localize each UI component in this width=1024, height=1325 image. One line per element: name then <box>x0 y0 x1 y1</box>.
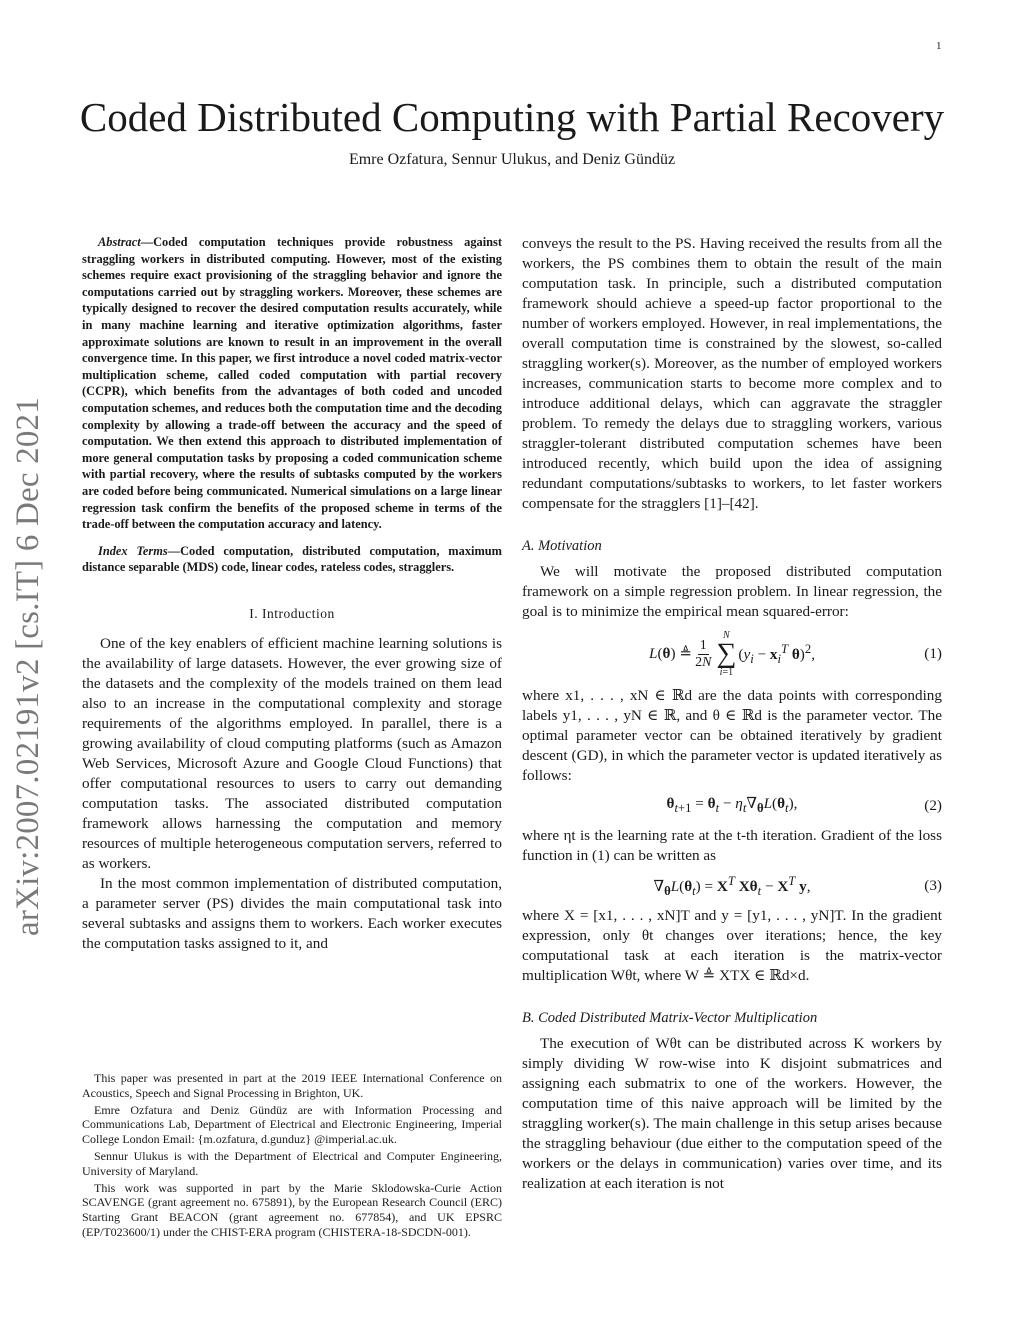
section-heading-introduction: I. Introduction <box>249 605 335 621</box>
footnotes <box>82 1071 502 1242</box>
paper-authors: Emre Ozfatura, Sennur Ulukus, and Deniz Gündüz <box>348 151 676 168</box>
motivation-paragraph-2: where x1, . . . , xN ∈ ℝd are the data points with corresponding labels y1, . . . , yN ∈ ℝ, and θ ∈ ℝd is the parameter vector. The optimal parameter vector can be obtained iteratively by gradient descent (GD), in which the parameter vector is updated iteratively as follows: <box>522 687 942 784</box>
page-number: 1 <box>936 40 942 52</box>
abstract <box>82 234 502 533</box>
equation-2-number: (2) <box>924 797 942 814</box>
footnote-3: Sennur Ulukus is with the Department of Electrical and Computer Engineering, University of Maryland. <box>82 1148 502 1178</box>
intro-paragraph-3: conveys the result to the PS. Having received the results from all the workers, the PS combines them to obtain the result of the main computation task. In principle, such a distributed computation framework should achieve a speed-up factor proportional to the number of workers employed. However, in real implementations, the overall computation time is constrained by the slowest, so-called straggling worker(s). Moreover, as the number of employed workers increases, communication starts to become more complex and to introduce additional delays, which can aggravate the straggler problem. To remedy the delays due to straggling workers, various straggler-tolerant distributed computation schemes have been introduced recently, which build upon the idea of assigning redundant computations/subtasks to workers, to let faster workers compensate for the stragglers [1]–[42]. <box>522 235 942 512</box>
footnote-4: This work was supported in part by the Marie Sklodowska-Curie Action SCAVENGE (grant agreement no. 675891), by the European Research Council (ERC) Starting Grant BEACON (grant agreement no. 677854), and UK EPSRC (EP/T023600/1) under the CHIST-ERA program (CHISTERA-18-SDCDN-001). <box>82 1180 502 1239</box>
index-terms-label: Index Terms <box>98 543 168 558</box>
arxiv-identifier: arXiv:2007.02191v2 [cs.IT] 6 Dec 2021 <box>10 397 46 936</box>
intro-paragraph-1: One of the key enablers of efficient machine learning solutions is the availability of large datasets. However, the ever growing size of the datasets and the complexity of the models trained on them lead also to an increase in the computational complexity and storage requirements of the algorithms employed. In parallel, there is a growing availability of cloud computing platforms (such as Amazon Web Services, Microsoft Azure and Google Cloud Functions) that offer computational resources to users to carry out demanding computation tasks. The associated distributed computation framework allows harnessing the computation and memory resources of multiple heterogeneous computation servers, referred to as workers. <box>82 634 502 872</box>
equation-3: $\nabla_\theta L(\theta_t) = X^T$ $X\theta_t - X^T$ y, (3) <box>653 873 942 899</box>
right-column <box>522 234 942 1194</box>
subsection-heading-motivation: A. Motivation <box>522 538 602 554</box>
index-terms-text: —Coded computation, distributed computation, maximum distance separable (MDS) code, linear codes, rateless codes, stragglers. <box>82 543 502 575</box>
equation-2: $\theta_{t+1} = \theta_t - \eta_t\nabla_\theta L(\theta_t)$, (2) <box>666 794 942 816</box>
coded-mv-paragraph-1: The execution of Wθt can be distributed across K workers by simply dividing W row-wise into K disjoint submatrices and assigning each submatrix to one of the workers. However, the computation time of this naive approach will be limited by the straggling worker(s). The main challenge in this setup arises because the straggling behaviour (due either to the computation speed of the workers or the delays in communication) varies over time, and its realization at each iteration is not <box>522 1035 942 1192</box>
motivation-paragraph-4: where X = [x1, . . . , xN]T and y = [y1, . . . , yN]T. In the gradient expression, only θt changes over iterations; hence, the key computational task at each iteration is the matrix-vector multiplication Wθt, where W ≜ XTX ∈ ℝd×d. <box>522 907 942 984</box>
subsection-heading-coded-matrix-vector: B. Coded Distributed Matrix-Vector Multiplication <box>522 1010 818 1026</box>
footnote-1: This paper was presented in part at the 2019 IEEE International Conference on Acoustics, Speech and Signal Processing in Brighton, UK. <box>82 1071 502 1100</box>
abstract-label: Abstract <box>98 235 141 249</box>
footnote-2: Emre Ozfatura and Deniz Gündüz are with Information Processing and Communications Lab, Department of Electrical and Electronic Engineering, Imperial College London Email: {m.ozfatura, d.gunduz} @imperial.ac.uk. <box>82 1102 502 1147</box>
motivation-paragraph-1: We will motivate the proposed distributed computation framework on a simple regression problem. In linear regression, the goal is to minimize the empirical mean squared-error: <box>522 563 942 620</box>
equation-3-number: (3) <box>924 877 942 894</box>
motivation-paragraph-3: where ηt is the learning rate at the t-th iteration. Gradient of the loss function in (1) can be written as <box>522 827 942 864</box>
paper-title: Coded Distributed Computing with Partial Recovery <box>79 94 945 140</box>
abstract-text: —Coded computation techniques provide robustness against straggling workers in distributed computing. However, most of the existing schemes require exact provisioning of the straggling behavior and ignore the computations carried out by straggling workers. Moreover, these schemes are typically designed to recover the desired computation results accurately, while in many machine learning and iterative optimization algorithms, faster approximate solutions are known to result in an improvement in the overall convergence time. In this paper, we first introduce a novel coded matrix-vector multiplication scheme, called coded computation with partial recovery (CCPR), which benefits from the advantages of both coded and uncoded computation schemes, and reduces both the computation time and the decoding complexity by allowing a trade-off between the accuracy and the speed of computation. We then extend this approach to distributed implementation of more general computation tasks by proposing a coded communication scheme with partial recovery, where the results of subtasks computed by the workers are coded before being communicated. Numerical simulations on a large linear regression task confirm the benefits of the proposed scheme in terms of the trade-off between the computation accuracy and latency. <box>82 235 502 532</box>
left-column <box>82 234 502 954</box>
intro-paragraph-2: In the most common implementation of distributed computation, a parameter server (PS) divides the main computational task into several subtasks and assigns them to workers. Each worker executes the computation tasks assigned to it, and <box>82 874 502 952</box>
index-terms <box>82 543 502 576</box>
equation-1: L(θ) ≜ $\frac{1}{2N}$ N ∑ i=1 ($y_i - x_i^T$ θ)$^2$, (1) <box>649 630 942 678</box>
equation-1-number: (1) <box>924 645 942 662</box>
